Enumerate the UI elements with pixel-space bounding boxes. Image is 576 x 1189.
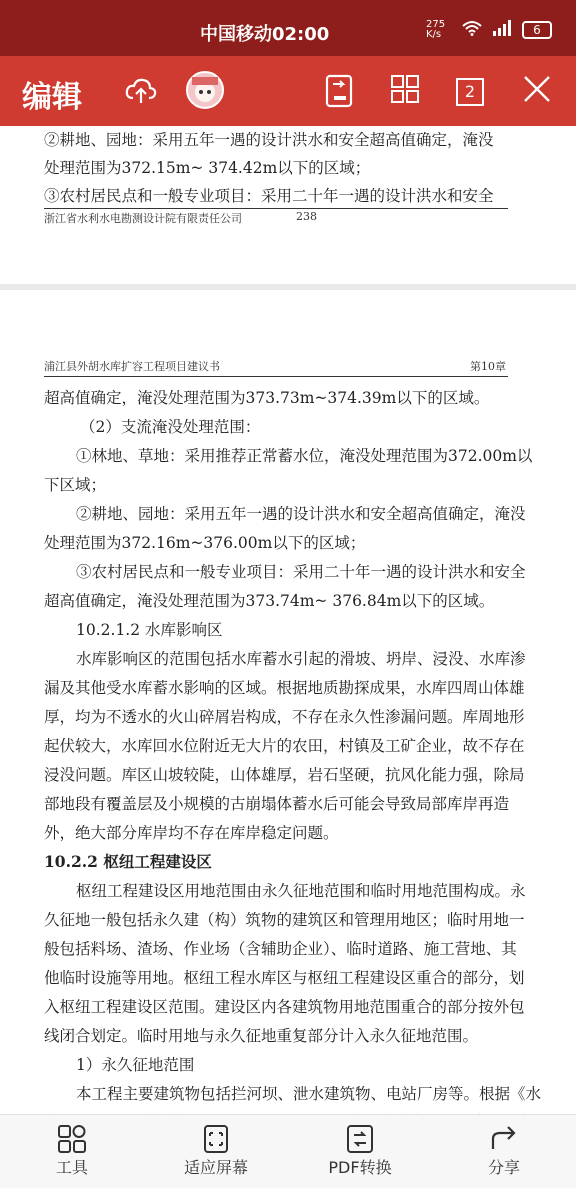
text-line: 般包括料场、渣场、作业场（含辅助企业）、临时道路、施工营地、其 (44, 940, 517, 958)
text-line: （2）支流淹没处理范围： (80, 418, 261, 436)
text-line: 他临时设施等用地。枢纽工程水库区与枢纽工程建设区重合的部分，划 (44, 969, 525, 987)
pdf-convert-label: PDF转换 (328, 1158, 392, 1177)
text-line: ②耕地、园地：采用五年一遇的设计洪水和安全超高值确定，淹没 (44, 131, 494, 149)
footer-left: 浙江省水利水电勘测设计院有限责任公司 (44, 212, 242, 225)
fit-screen-icon (200, 1123, 232, 1155)
text-line: 浸没问题。库区山坡较陡，山体雄厚，岩石坚硬，抗风化能力强，除局 (44, 766, 525, 784)
text-line: 久征地一般包括永久建（构）筑物的建筑区和管理用地区；临时用地一 (44, 911, 525, 929)
wifi-icon (462, 20, 482, 40)
share-button[interactable] (444, 1115, 564, 1189)
status-bar (0, 0, 576, 56)
reading-mode-icon[interactable] (324, 74, 358, 108)
text-line: ①林地、草地：采用推荐正常蓄水位，淹没处理范围为372.00m以 (76, 447, 533, 465)
section-heading: 10.2.1.2 水库影响区 (76, 621, 223, 639)
text-line: 部地段有覆盖层及小规模的古崩塌体蓄水后可能会导致局部库岸再造 (44, 795, 510, 813)
carrier-label: 中国移动02:00 (200, 24, 330, 45)
header-rule (44, 376, 508, 377)
text-line: ③农村居民点和一般专业项目：采用二十年一遇的设计洪水和安全 (44, 187, 494, 205)
footer-page-number: 238 (296, 210, 317, 223)
grid-view-icon[interactable] (390, 74, 424, 108)
battery-icon: 6 (522, 21, 552, 39)
bottom-toolbar (0, 1114, 576, 1188)
text-line: 入枢纽工程建设区范围。建设区内各建筑物用地范围重合的部分按外包 (44, 998, 525, 1016)
text-line: 处理范围为372.16m~376.00m以下的区域； (44, 534, 366, 552)
cloud-upload-icon[interactable] (124, 74, 158, 108)
share-label: 分享 (487, 1158, 520, 1177)
text-line: 枢纽工程建设区用地范围由永久征地范围和临时用地范围构成。永 (76, 882, 526, 900)
tools-button[interactable] (12, 1115, 132, 1189)
text-line: ②耕地、园地：采用五年一遇的设计洪水和安全超高值确定，淹没 (76, 505, 526, 523)
pdf-convert-icon (344, 1123, 376, 1155)
text-line: 外，绝大部分库岸均不存在库岸稳定问题。 (44, 824, 339, 842)
text-line: 1）永久征地范围 (76, 1056, 195, 1074)
edit-button[interactable]: 编辑 (22, 80, 82, 115)
section-heading: 10.2.2 枢纽工程建设区 (44, 852, 212, 871)
header-left: 浦江县外胡水库扩容工程项目建议书 (44, 360, 220, 373)
text-line: 起伏较大，水库回水位附近无大片的农田，村镇及工矿企业，故不存在 (44, 737, 525, 755)
footer-rule (44, 208, 508, 209)
signal-icon (492, 20, 512, 40)
header-right: 第10章 (470, 360, 506, 373)
fit-screen-button[interactable] (156, 1115, 276, 1189)
share-icon (488, 1123, 520, 1155)
text-line: 超高值确定，淹没处理范围为373.74m~ 376.84m以下的区域。 (44, 592, 495, 610)
text-line: 超高值确定，淹没处理范围为373.73m~374.39m以下的区域。 (44, 389, 490, 407)
text-line: 线闭合划定。临时用地与永久征地重复部分计入永久征地范围。 (44, 1027, 479, 1045)
text-line: 下区域； (44, 476, 107, 494)
top-toolbar (0, 56, 576, 126)
text-line: 漏及其他受水库蓄水影响的区域。根据地质勘探成果，水库四周山体雄 (44, 679, 525, 697)
tools-icon (56, 1123, 88, 1155)
tools-label: 工具 (55, 1158, 88, 1177)
document-view[interactable] (0, 126, 576, 1114)
page-separator (0, 284, 576, 290)
status-icons (426, 20, 552, 40)
text-line: 水库影响区的范围包括水库蓄水引起的滑坡、坍岸、浸没、水库渗 (76, 650, 526, 668)
avatar[interactable] (186, 71, 224, 109)
text-line: 厚，均为不透水的火山碎屑岩构成，不存在永久性渗漏问题。库周地形 (44, 708, 525, 726)
pdf-convert-button[interactable] (300, 1115, 420, 1189)
close-icon[interactable] (522, 74, 556, 108)
net-speed: 275 K/s (426, 19, 446, 40)
page-count-button[interactable]: 2 (456, 78, 484, 106)
fit-screen-label: 适应屏幕 (183, 1158, 248, 1177)
text-line: 处理范围为372.15m~ 374.42m以下的区域； (44, 159, 371, 177)
text-line: 本工程主要建筑物包括拦河坝、泄水建筑物、电站厂房等。根据《水 (76, 1085, 542, 1103)
text-line: ③农村居民点和一般专业项目：采用二十年一遇的设计洪水和安全 (76, 563, 526, 581)
